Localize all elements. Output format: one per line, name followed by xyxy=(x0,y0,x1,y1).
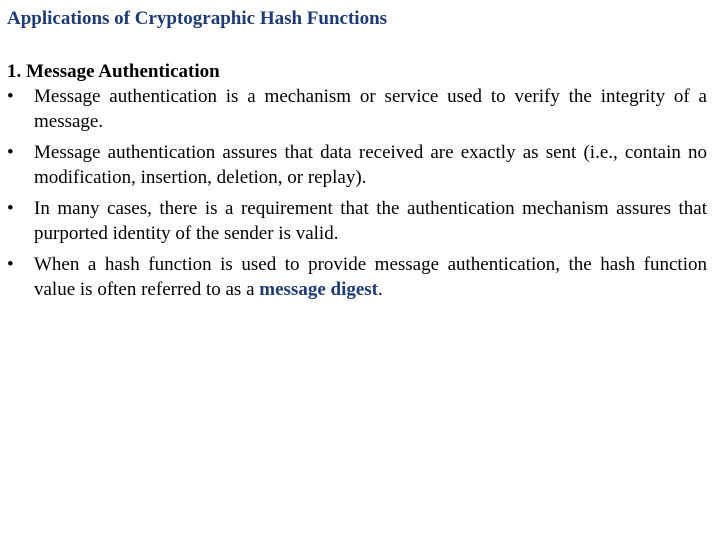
bullet-item-integrity xyxy=(7,84,707,134)
bullet-icon: • xyxy=(7,198,14,219)
bullet-icon: • xyxy=(7,142,14,163)
bullet-item-message-digest xyxy=(7,252,707,302)
bullet-text: In many cases, there is a requirement that the authentication mechanism assures that purported identity of the sender is valid. xyxy=(34,198,707,244)
bullet-icon: • xyxy=(7,254,14,275)
message-digest-term: message digest xyxy=(259,279,378,300)
bullet-text: Message authentication is a mechanism or service used to verify the integrity of a message. xyxy=(34,86,707,132)
bullet-item-assurance xyxy=(7,140,707,190)
bullet-text-after: . xyxy=(378,279,383,300)
bullet-item-identity xyxy=(7,196,707,246)
bullet-text: Message authentication assures that data received are exactly as sent (i.e., contain no modification, insertion, deletion, or replay). xyxy=(34,142,707,188)
bullet-text-before: When a hash function is used to provide message authentication, the hash function value is often referred to as a xyxy=(34,254,707,300)
section-heading: 1. Message Authentication xyxy=(7,61,220,82)
bullet-icon: • xyxy=(7,86,14,107)
slide-content xyxy=(7,59,707,308)
slide-title: Applications of Cryptographic Hash Functions xyxy=(7,8,388,29)
bullet-list xyxy=(7,84,707,302)
